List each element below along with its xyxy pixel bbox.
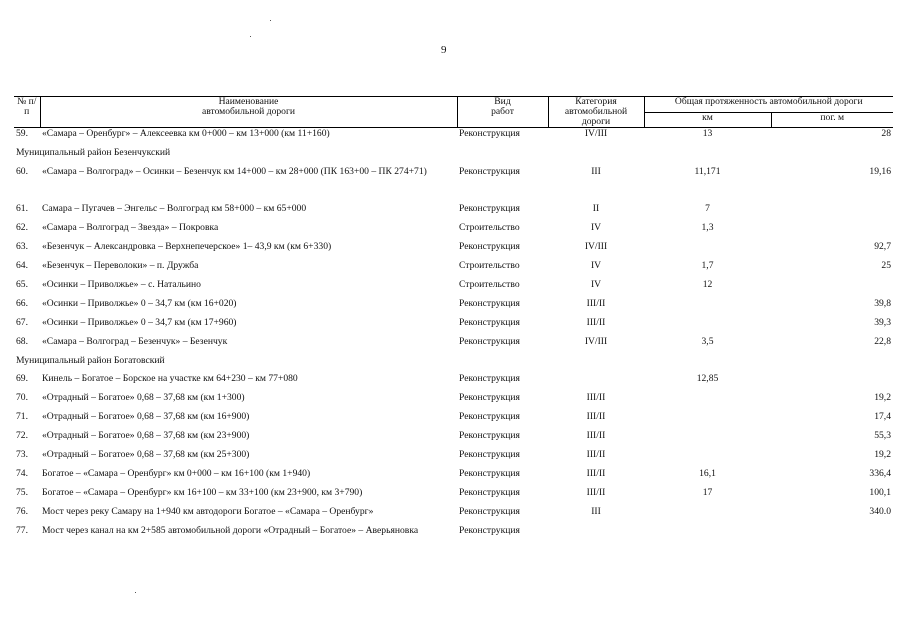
length-pm: 92,7 [874, 240, 891, 252]
road-name: «Осинки – Приволжье» – с. Натальино [42, 278, 201, 290]
table-row [14, 525, 893, 555]
table-row [14, 336, 893, 355]
length-pm: 39,8 [874, 297, 891, 309]
row-number: 64. [16, 259, 28, 271]
work-type: Реконструкция [459, 335, 520, 347]
row-number: 62. [16, 221, 28, 233]
length-km [644, 392, 771, 411]
road-category: IV/III [584, 240, 608, 252]
table-row [14, 487, 893, 506]
road-name: «Осинки – Приволжье» 0 – 34,7 км (км 16+020) [42, 297, 237, 309]
length-km [644, 317, 771, 336]
length-km [644, 525, 771, 555]
length-km [644, 411, 771, 430]
road-name: Богатое – «Самара – Оренбург» км 16+100 – км 33+100 (км 23+900, км 3+790) [42, 486, 363, 498]
table-row [14, 449, 893, 468]
header-pm: пог. м [771, 112, 893, 128]
row-number: 66. [16, 297, 28, 309]
road-category: III/II [586, 429, 606, 441]
length-pm: 55,3 [874, 429, 891, 441]
row-number: 74. [16, 467, 28, 479]
page-number: 9 [441, 44, 447, 56]
table-row [14, 373, 893, 392]
row-number: 77. [16, 524, 28, 536]
road-name: «Отрадный – Богатое» 0,68 – 37,68 км (км 23+900) [42, 429, 250, 441]
row-number: 68. [16, 335, 28, 347]
road-name: «Отрадный – Богатое» 0,68 – 37,68 км (км 25+300) [42, 448, 250, 460]
row-number: 72. [16, 429, 28, 441]
road-name: «Отрадный – Богатое» 0,68 – 37,68 км (км 1+300) [42, 391, 245, 403]
table-row [14, 506, 893, 525]
table-row [14, 166, 893, 203]
row-number: 76. [16, 505, 28, 517]
work-type: Строительство [459, 221, 520, 233]
header-cat-line3: дороги [581, 116, 611, 127]
header-kind-line2: работ [491, 106, 514, 117]
row-number: 69. [16, 372, 28, 384]
road-name: «Самара – Волгоград – Безенчук» – Безенчук [42, 335, 228, 347]
road-category: IV/III [584, 128, 608, 139]
road-name: Богатое – «Самара – Оренбург» км 0+000 – км 16+100 (км 1+940) [42, 467, 311, 479]
road-category: IV [590, 278, 602, 290]
work-type: Реконструкция [459, 240, 520, 252]
length-km: 12 [702, 278, 713, 290]
row-number: 73. [16, 448, 28, 460]
road-category: III/II [586, 410, 606, 422]
length-pm: 340.0 [869, 505, 891, 517]
work-type: Строительство [459, 278, 520, 290]
road-category: III/II [586, 316, 606, 328]
length-km [644, 506, 771, 525]
table-row [14, 411, 893, 430]
length-pm [771, 373, 893, 392]
road-category: III/II [586, 297, 606, 309]
length-km: 16,1 [699, 467, 716, 479]
length-km: 1,3 [701, 221, 714, 233]
length-km: 13 [702, 128, 713, 139]
road-category: IV/III [584, 335, 608, 347]
length-km [644, 430, 771, 449]
table-row [14, 392, 893, 411]
district-name: Муниципальный район Безенчукский [16, 146, 171, 158]
road-name: Кинель – Богатое – Борское на участке км 64+230 – км 77+080 [42, 372, 298, 384]
road-category: II [592, 202, 600, 214]
table-row [14, 241, 893, 260]
length-pm [771, 525, 893, 555]
header-row [14, 97, 893, 113]
road-name: «Отрадный – Богатое» 0,68 – 37,68 км (км 16+900) [42, 410, 250, 422]
work-type: Реконструкция [459, 391, 520, 403]
road-name: «Осинки – Приволжье» 0 – 34,7 км (км 17+960) [42, 316, 237, 328]
length-pm: 17,4 [874, 410, 891, 422]
row-number: 75. [16, 486, 28, 498]
table-row [14, 430, 893, 449]
work-type: Реконструкция [459, 316, 520, 328]
road-name: «Безенчук – Переволоки» – п. Дружба [42, 259, 199, 271]
header-cat-line2: автомобильной [564, 106, 628, 117]
length-pm [771, 222, 893, 241]
scan-speck [270, 20, 271, 21]
road-category: IV [590, 221, 602, 233]
work-type: Реконструкция [459, 128, 520, 139]
road-category [548, 373, 644, 392]
length-pm: 39,3 [874, 316, 891, 328]
length-pm [771, 203, 893, 222]
road-category [548, 525, 644, 555]
row-number: 67. [16, 316, 28, 328]
work-type: Реконструкция [459, 524, 520, 536]
header-kind [457, 97, 548, 128]
header-length: Общая протяженность автомобильной дороги [644, 97, 893, 113]
table-row [14, 260, 893, 279]
work-type: Реконструкция [459, 486, 520, 498]
length-pm: 19,2 [874, 391, 891, 403]
length-pm: 336,4 [869, 467, 891, 479]
length-pm: 19,16 [869, 165, 891, 177]
length-pm: 19,2 [874, 448, 891, 460]
table-row [14, 317, 893, 336]
roads-table [14, 96, 893, 555]
length-km: 12,85 [696, 372, 719, 384]
table-row [14, 298, 893, 317]
length-km [644, 241, 771, 260]
road-name: Мост через реку Самару на 1+940 км автодороги Богатое – «Самара – Оренбург» [42, 505, 374, 517]
table-row [14, 203, 893, 222]
road-name: «Самара – Оренбург» – Алексеевка км 0+000 – км 13+000 (км 11+160) [42, 128, 330, 139]
row-number: 59. [16, 128, 28, 139]
length-km: 7 [705, 202, 710, 214]
header-kind-line1: Вид [494, 96, 511, 107]
road-category: III/II [586, 448, 606, 460]
length-km: 1,7 [701, 259, 714, 271]
district-name: Муниципальный район Богатовский [16, 354, 165, 366]
length-pm: 22,8 [874, 335, 891, 347]
district-row [14, 147, 893, 166]
work-type: Реконструкция [459, 165, 520, 177]
district-row [14, 355, 893, 373]
header-name-line2: автомобильной дороги [201, 106, 296, 117]
length-km [644, 298, 771, 317]
work-type: Реконструкция [459, 448, 520, 460]
row-number: 71. [16, 410, 28, 422]
row-number: 70. [16, 391, 28, 403]
length-km: 17 [702, 486, 713, 498]
header-km: км [644, 112, 771, 128]
row-number: 65. [16, 278, 28, 290]
length-pm: 25 [881, 259, 891, 271]
table-row [14, 222, 893, 241]
length-pm: 100,1 [869, 486, 891, 498]
road-category: IV [590, 259, 602, 271]
header-cat-line1: Категория [575, 96, 617, 107]
work-type: Реконструкция [459, 372, 520, 384]
length-km [644, 449, 771, 468]
road-name: «Самара – Волгоград – Звезда» – Покровка [42, 221, 219, 233]
table-row [14, 279, 893, 298]
work-type: Реконструкция [459, 429, 520, 441]
road-category: III/II [586, 486, 606, 498]
row-number: 61. [16, 202, 28, 214]
road-name: «Самара – Волгоград» – Осинки – Безенчук км 14+000 – км 28+000 (ПК 163+00 – ПК 274+71) [42, 165, 427, 177]
road-name: «Безенчук – Александровка – Верхнепечерское» 1– 43,9 км (км 6+330) [42, 240, 332, 252]
work-type: Реконструкция [459, 505, 520, 517]
work-type: Реконструкция [459, 467, 520, 479]
road-name: Самара – Пугачев – Энгельс – Волгоград км 58+000 – км 65+000 [42, 202, 307, 214]
length-pm: 28 [881, 128, 891, 139]
road-category: III [591, 165, 601, 177]
row-number: 60. [16, 165, 28, 177]
work-type: Реконструкция [459, 410, 520, 422]
work-type: Реконструкция [459, 202, 520, 214]
table-body [14, 128, 893, 555]
road-name: Мост через канал на км 2+585 автомобильной дороги «Отрадный – Богатое» – Аверьяновка [42, 524, 419, 536]
work-type: Реконструкция [459, 297, 520, 309]
scan-speck [135, 592, 136, 593]
length-pm [771, 279, 893, 298]
header-num: № п/п [14, 97, 40, 128]
work-type: Строительство [459, 259, 520, 271]
row-number: 63. [16, 240, 28, 252]
road-category: III/II [586, 467, 606, 479]
length-km: 11,171 [694, 165, 721, 177]
scan-speck [250, 36, 251, 37]
header-name [40, 97, 457, 128]
table-row [14, 468, 893, 487]
road-category: III/II [586, 391, 606, 403]
header-category [548, 97, 644, 128]
length-km: 3,5 [701, 335, 714, 347]
header-name-line1: Наименование [218, 96, 279, 107]
table-row [14, 128, 893, 147]
road-category: III [591, 505, 601, 517]
